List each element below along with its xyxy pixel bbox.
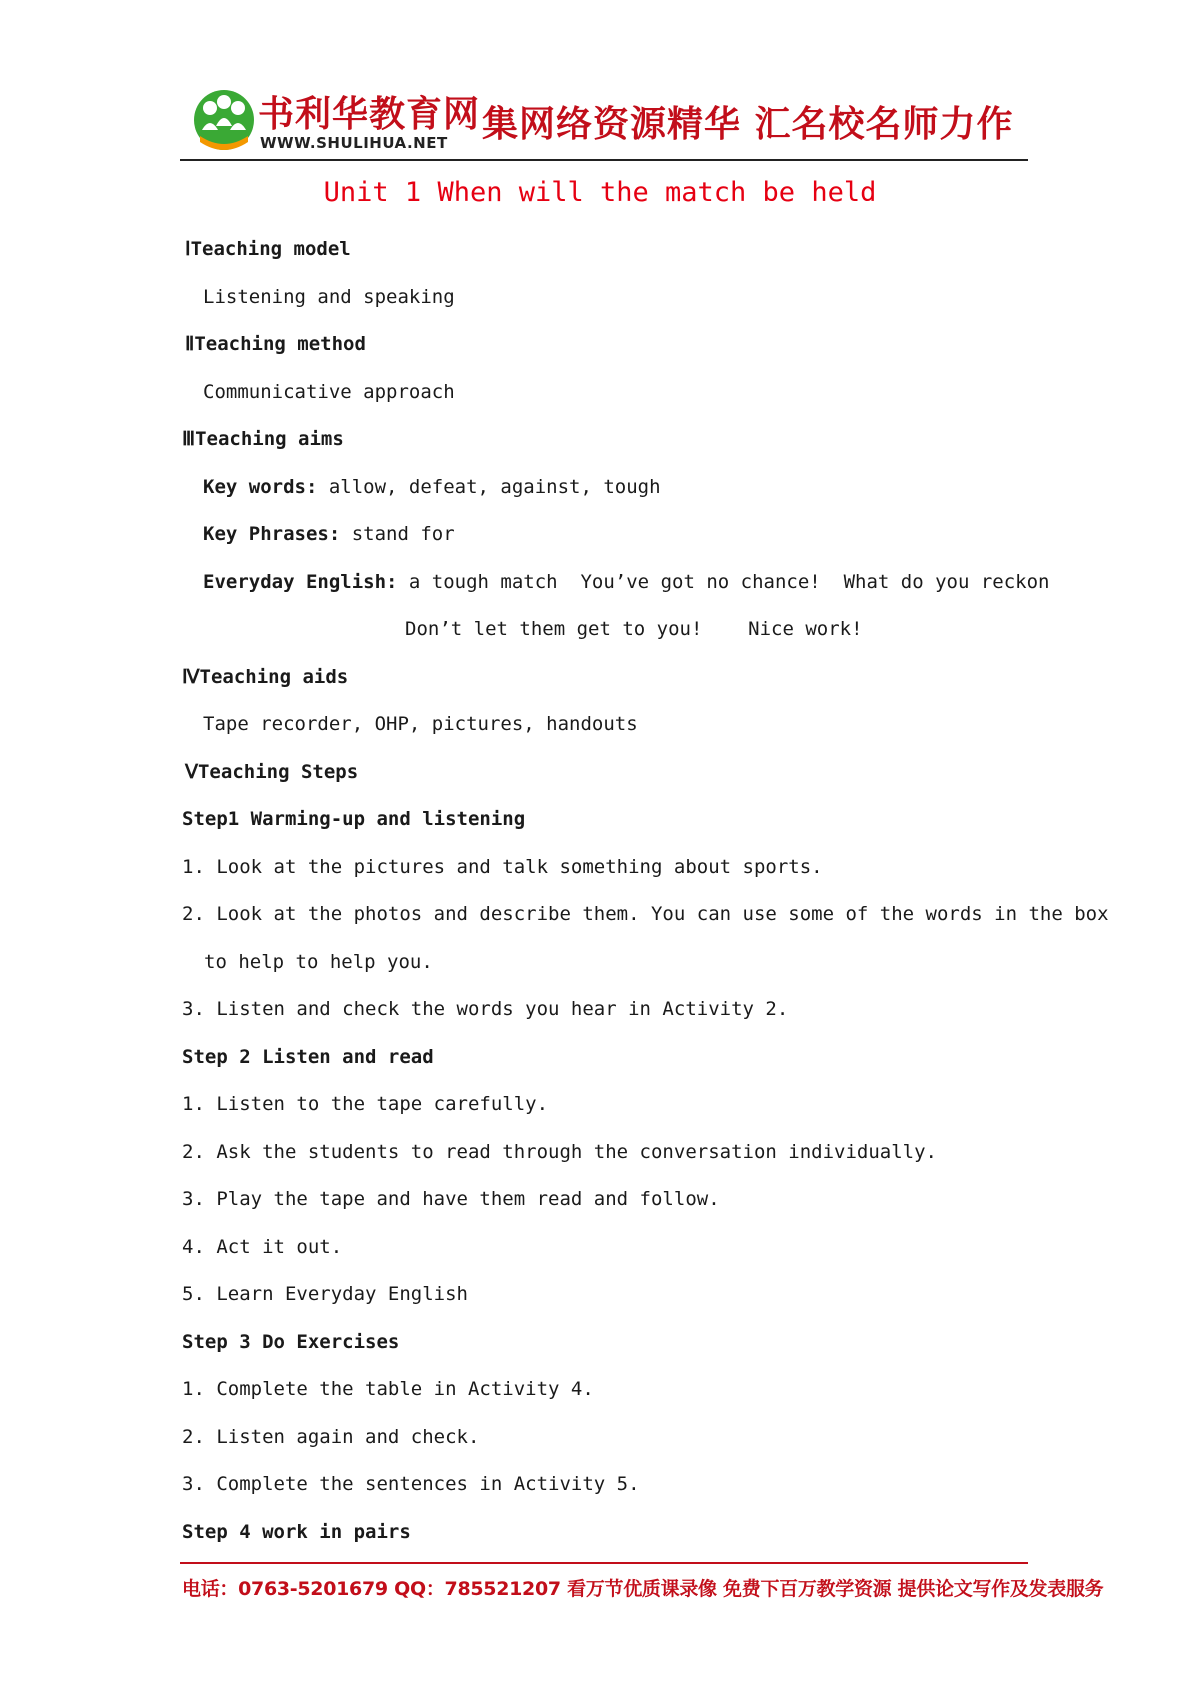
list-item: 1. Listen to the tape carefully.: [182, 1093, 549, 1115]
section-text-teaching-aids: Tape recorder, OHP, pictures, handouts: [203, 713, 638, 735]
list-item: 2. Look at the photos and describe them. You can use some of the words in the box: [182, 903, 1109, 925]
everyday-english-line: [203, 570, 1050, 594]
section-text-teaching-model: Listening and speaking: [203, 286, 455, 308]
list-item: 3. Complete the sentences in Activity 5.: [182, 1473, 640, 1495]
list-item: 3. Play the tape and have them read and follow.: [182, 1188, 720, 1210]
list-item: 4. Act it out.: [182, 1236, 343, 1258]
key-phrases-label: Key Phrases:: [203, 523, 341, 545]
key-phrases-line: [203, 522, 455, 546]
section-heading-teaching-aids: ⅣTeaching aids: [182, 666, 349, 688]
header-slogan: 集网络资源精华 汇名校名师力作: [482, 104, 1014, 145]
section-heading-teaching-steps: ⅤTeaching Steps: [185, 761, 359, 783]
header-banner: [180, 86, 1028, 156]
step3-heading: Step 3 Do Exercises: [182, 1331, 400, 1353]
everyday-english-value: a tough match You’ve got no chance! What do you reckon: [397, 571, 1050, 593]
section-text-teaching-method: Communicative approach: [203, 381, 455, 403]
footer-divider: [180, 1562, 1028, 1564]
header-divider: [180, 159, 1028, 161]
list-item-continuation: to help to help you.: [204, 951, 433, 973]
key-words-value: allow, defeat, against, tough: [317, 476, 661, 498]
list-item: 3. Listen and check the words you hear in Activity 2.: [182, 998, 789, 1020]
section-heading-teaching-method: ⅡTeaching method: [185, 333, 366, 355]
list-item: 1. Complete the table in Activity 4.: [182, 1378, 594, 1400]
key-phrases-value: stand for: [340, 523, 455, 545]
key-words-label: Key words:: [203, 476, 318, 498]
list-item: 2. Ask the students to read through the conversation individually.: [182, 1141, 937, 1163]
section-heading-teaching-model: ⅠTeaching model: [185, 238, 351, 260]
everyday-english-line-2: Don’t let them get to you! Nice work!: [405, 618, 863, 640]
step2-heading: Step 2 Listen and read: [182, 1046, 434, 1068]
brand-name: 书利华教育网: [258, 94, 481, 135]
step4-heading: Step 4 work in pairs: [182, 1521, 411, 1543]
brand-url: WWW.SHULIHUA.NET: [260, 134, 448, 152]
list-item: 1. Look at the pictures and talk something about sports.: [182, 856, 823, 878]
everyday-english-label: Everyday English:: [203, 571, 398, 593]
list-item: 2. Listen again and check.: [182, 1426, 480, 1448]
step1-heading: Step1 Warming-up and listening: [182, 808, 526, 830]
people-logo-icon: [192, 86, 256, 154]
footer-contact-banner: 电话：0763-5201679 QQ：785521207 看万节优质课录像 免费下百万教学资源 提供论文写作及发表服务: [182, 1578, 1104, 1600]
document-title: Unit 1 When will the match be held: [323, 177, 877, 208]
key-words-line: [203, 475, 661, 499]
section-heading-teaching-aims: ⅢTeaching aims: [182, 428, 344, 450]
list-item: 5. Learn Everyday English: [182, 1283, 468, 1305]
